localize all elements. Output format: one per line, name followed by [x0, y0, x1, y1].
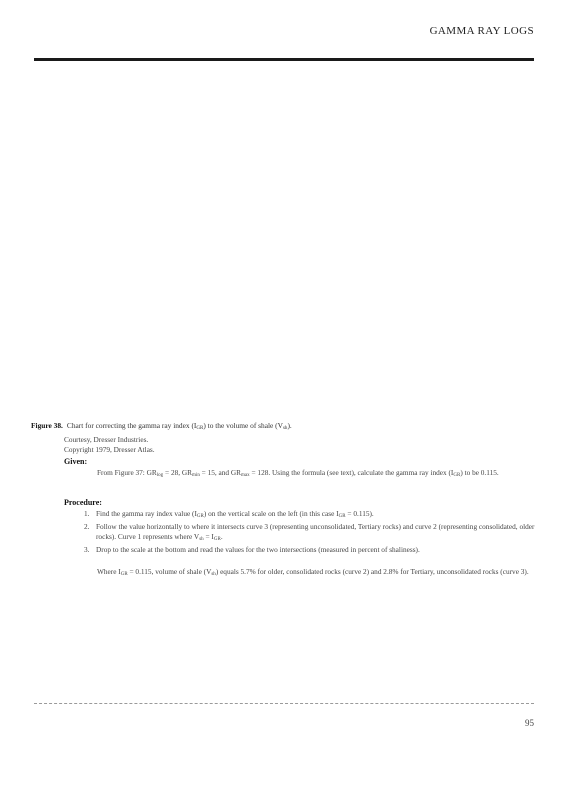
- given-t5: ) to be 0.115.: [460, 468, 499, 477]
- step1-s1: GR: [196, 514, 204, 519]
- running-head: GAMMA RAY LOGS: [429, 25, 534, 37]
- step2-t3: .: [220, 532, 223, 541]
- result-t2: = 0.115, volume of shale (V: [127, 567, 212, 576]
- result-t1: Where I: [97, 567, 121, 576]
- step-number: 3.: [84, 545, 90, 554]
- step2-s1: sh: [199, 537, 204, 542]
- procedure-heading: Procedure:: [64, 498, 102, 507]
- given-s3: max: [241, 473, 250, 478]
- step1-t1: Find the gamma ray index value (I: [96, 509, 197, 518]
- credit-line-1: Courtesy, Dresser Industries.: [64, 435, 149, 444]
- result-s2: sh: [211, 572, 216, 577]
- procedure-step-3: [84, 545, 544, 555]
- step-text: [96, 509, 544, 522]
- step2-s2: GR: [213, 537, 221, 542]
- step1-t3: = 0.115).: [345, 509, 374, 518]
- given-s2: min: [192, 473, 200, 478]
- bottom-rule: [34, 703, 534, 704]
- given-s4: GR: [453, 473, 461, 478]
- credit-line-2: Copyright 1979, Dresser Atlas.: [64, 445, 155, 454]
- step2-t2: = I: [203, 532, 214, 541]
- result-t3: ) equals 5.7% for older, consolidated rocks (curve 2) and 2.8% for Tertiary, unconsolidated rocks (curve 3).: [215, 567, 529, 576]
- caption-sub-gr: GR: [196, 426, 204, 431]
- caption-text-mid: ) to the volume of shale (V: [203, 421, 283, 430]
- step-text: [96, 522, 544, 545]
- figure-caption: [31, 421, 541, 434]
- step-number: 2.: [84, 522, 90, 531]
- given-text: [97, 468, 539, 481]
- given-t4: = 128. Using the formula (see text), calculate the gamma ray index (I: [249, 468, 454, 477]
- caption-sub-sh: sh: [282, 426, 288, 431]
- result-paragraph: [97, 567, 541, 580]
- step1-t2: ) on the vertical scale on the left (in this case I: [203, 509, 339, 518]
- figure-label: Figure 38.: [31, 421, 63, 430]
- given-s1: log: [156, 473, 164, 478]
- given-heading: Given:: [64, 457, 88, 466]
- caption-text-pre: Chart for correcting the gamma ray index (I: [66, 421, 197, 430]
- caption-text-post: ).: [287, 421, 292, 430]
- page-number: 95: [525, 718, 534, 728]
- figure-placeholder: [34, 64, 534, 414]
- credits: [64, 435, 540, 455]
- step2-t1: Follow the value horizontally to where it intersects curve 3 (representing unconsolidated, Tertiary rocks) and curve 2 (representing consolidated, older rocks). Curve 1 represents where V: [96, 522, 535, 541]
- given-t3: = 15, and GR: [199, 468, 242, 477]
- step-text: Drop to the scale at the bottom and read the values for the two intersections (measured in percent of shaliness).: [96, 545, 420, 554]
- step1-s2: GR: [338, 514, 346, 519]
- procedure-steps: [84, 509, 544, 555]
- top-rule: [34, 58, 534, 61]
- result-s1: GR: [120, 572, 128, 577]
- given-t2: = 28, GR: [163, 468, 193, 477]
- procedure-step-2: [84, 522, 544, 545]
- procedure-step-1: [84, 509, 544, 522]
- step-number: 1.: [84, 509, 90, 518]
- given-t1: From Figure 37: GR: [97, 468, 157, 477]
